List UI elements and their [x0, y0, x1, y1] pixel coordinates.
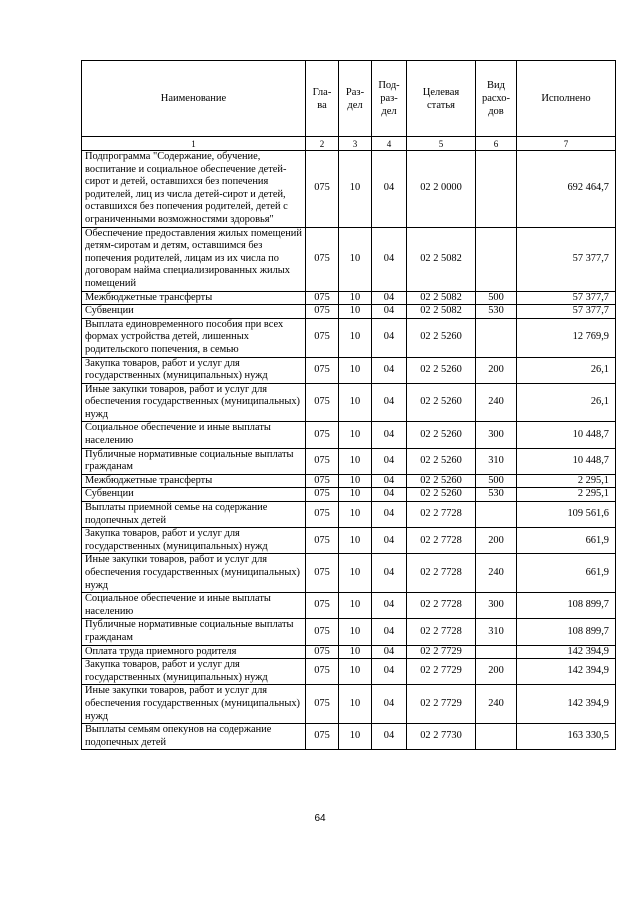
cell-podrazdel: 04 — [372, 502, 407, 528]
cell-target: 02 2 5260 — [407, 448, 476, 474]
cell-name: Иные закупки товаров, работ и услуг для обеспечения государственных (муниципальных) нужд — [82, 383, 306, 422]
cell-name: Иные закупки товаров, работ и услуг для обеспечения государственных (муниципальных) нужд — [82, 685, 306, 724]
cell-vid: 310 — [476, 448, 517, 474]
cell-done: 692 464,7 — [517, 151, 616, 228]
table-row — [82, 619, 616, 645]
cell-glava: 075 — [306, 619, 339, 645]
cell-done: 142 394,9 — [517, 685, 616, 724]
cell-podrazdel: 04 — [372, 593, 407, 619]
cell-razdel: 10 — [339, 488, 372, 502]
cell-target: 02 2 5082 — [407, 227, 476, 291]
table-row — [82, 528, 616, 554]
cell-target: 02 2 5260 — [407, 318, 476, 357]
cell-razdel: 10 — [339, 593, 372, 619]
table-row — [82, 502, 616, 528]
table-body — [82, 151, 616, 750]
cell-name: Социальное обеспечение и иные выплаты населению — [82, 422, 306, 448]
cell-glava: 075 — [306, 488, 339, 502]
cell-glava: 075 — [306, 554, 339, 593]
cell-razdel: 10 — [339, 383, 372, 422]
column-number: 4 — [372, 137, 407, 151]
cell-target: 02 2 7728 — [407, 554, 476, 593]
cell-done: 108 899,7 — [517, 619, 616, 645]
cell-glava: 075 — [306, 151, 339, 228]
cell-podrazdel: 04 — [372, 305, 407, 319]
column-number-row — [82, 137, 616, 151]
cell-target: 02 2 7729 — [407, 645, 476, 659]
cell-podrazdel: 04 — [372, 528, 407, 554]
cell-razdel: 10 — [339, 724, 372, 750]
cell-razdel: 10 — [339, 422, 372, 448]
cell-done: 26,1 — [517, 357, 616, 383]
table-row — [82, 554, 616, 593]
cell-razdel: 10 — [339, 357, 372, 383]
cell-done: 57 377,7 — [517, 305, 616, 319]
header-name — [82, 61, 306, 137]
cell-razdel: 10 — [339, 685, 372, 724]
header-glava — [306, 61, 339, 137]
cell-vid — [476, 227, 517, 291]
cell-razdel: 10 — [339, 645, 372, 659]
cell-razdel: 10 — [339, 291, 372, 305]
cell-razdel: 10 — [339, 554, 372, 593]
cell-name: Выплаты семьям опекунов на содержание подопечных детей — [82, 724, 306, 750]
cell-name: Выплата единовременного пособия при всех формах устройства детей, лишенных родительского попечения, в семью — [82, 318, 306, 357]
cell-done: 26,1 — [517, 383, 616, 422]
cell-name: Публичные нормативные социальные выплаты гражданам — [82, 448, 306, 474]
cell-vid — [476, 645, 517, 659]
column-number: 6 — [476, 137, 517, 151]
table-row — [82, 357, 616, 383]
cell-done: 57 377,7 — [517, 291, 616, 305]
cell-podrazdel: 04 — [372, 291, 407, 305]
cell-vid: 300 — [476, 422, 517, 448]
header-vid — [476, 61, 517, 137]
table-row — [82, 227, 616, 291]
cell-vid — [476, 318, 517, 357]
cell-done: 142 394,9 — [517, 645, 616, 659]
cell-glava: 075 — [306, 593, 339, 619]
cell-vid: 310 — [476, 619, 517, 645]
table-row — [82, 685, 616, 724]
cell-podrazdel: 04 — [372, 357, 407, 383]
table-row — [82, 291, 616, 305]
document-page — [81, 60, 615, 750]
cell-name: Межбюджетные трансферты — [82, 474, 306, 488]
cell-razdel: 10 — [339, 151, 372, 228]
cell-podrazdel: 04 — [372, 659, 407, 685]
cell-glava: 075 — [306, 685, 339, 724]
cell-vid: 200 — [476, 357, 517, 383]
cell-target: 02 2 7730 — [407, 724, 476, 750]
header-target-text: Целевая статья — [422, 86, 460, 111]
cell-name: Публичные нормативные социальные выплаты гражданам — [82, 619, 306, 645]
cell-target: 02 2 5260 — [407, 357, 476, 383]
cell-podrazdel: 04 — [372, 383, 407, 422]
table-row — [82, 474, 616, 488]
header-glava-text: Гла- ва — [312, 86, 332, 111]
cell-name: Субвенции — [82, 488, 306, 502]
cell-done: 2 295,1 — [517, 474, 616, 488]
cell-razdel: 10 — [339, 619, 372, 645]
cell-target: 02 2 5260 — [407, 422, 476, 448]
table-row — [82, 593, 616, 619]
cell-vid: 240 — [476, 383, 517, 422]
cell-name: Иные закупки товаров, работ и услуг для обеспечения государственных (муниципальных) нужд — [82, 554, 306, 593]
header-podrazdel-text: Под- раз- дел — [378, 80, 400, 117]
cell-done: 108 899,7 — [517, 593, 616, 619]
cell-vid: 500 — [476, 291, 517, 305]
cell-razdel: 10 — [339, 528, 372, 554]
table-row — [82, 383, 616, 422]
cell-glava: 075 — [306, 724, 339, 750]
column-number: 5 — [407, 137, 476, 151]
cell-glava: 075 — [306, 305, 339, 319]
cell-target: 02 2 7728 — [407, 593, 476, 619]
header-target — [407, 61, 476, 137]
cell-podrazdel: 04 — [372, 488, 407, 502]
cell-name: Закупка товаров, работ и услуг для государственных (муниципальных) нужд — [82, 528, 306, 554]
table-row — [82, 305, 616, 319]
cell-podrazdel: 04 — [372, 227, 407, 291]
header-done — [517, 61, 616, 137]
cell-podrazdel: 04 — [372, 645, 407, 659]
table-row — [82, 724, 616, 750]
cell-done: 109 561,6 — [517, 502, 616, 528]
cell-vid: 200 — [476, 659, 517, 685]
cell-name: Обеспечение предоставления жилых помещений детям-сиротам и детям, оставшимся без попечения родителей, лицам из их числа по договорам найма специализированных жилых помещений — [82, 227, 306, 291]
cell-name: Субвенции — [82, 305, 306, 319]
table-header — [82, 61, 616, 151]
cell-done: 10 448,7 — [517, 448, 616, 474]
table-row — [82, 318, 616, 357]
cell-razdel: 10 — [339, 474, 372, 488]
cell-vid: 200 — [476, 528, 517, 554]
cell-done: 12 769,9 — [517, 318, 616, 357]
cell-podrazdel: 04 — [372, 151, 407, 228]
cell-glava: 075 — [306, 528, 339, 554]
cell-podrazdel: 04 — [372, 318, 407, 357]
table-row — [82, 151, 616, 228]
cell-glava: 075 — [306, 227, 339, 291]
header-podrazdel — [372, 61, 407, 137]
cell-podrazdel: 04 — [372, 724, 407, 750]
table-row — [82, 422, 616, 448]
cell-target: 02 2 5260 — [407, 383, 476, 422]
cell-podrazdel: 04 — [372, 474, 407, 488]
cell-vid: 300 — [476, 593, 517, 619]
cell-podrazdel: 04 — [372, 554, 407, 593]
cell-glava: 075 — [306, 502, 339, 528]
cell-target: 02 2 5082 — [407, 305, 476, 319]
cell-podrazdel: 04 — [372, 422, 407, 448]
cell-done: 2 295,1 — [517, 488, 616, 502]
cell-done: 57 377,7 — [517, 227, 616, 291]
cell-target: 02 2 7728 — [407, 619, 476, 645]
cell-vid: 530 — [476, 305, 517, 319]
header-name-text: Наименование — [160, 93, 227, 104]
cell-razdel: 10 — [339, 659, 372, 685]
cell-vid: 530 — [476, 488, 517, 502]
cell-name: Социальное обеспечение и иные выплаты населению — [82, 593, 306, 619]
cell-name: Подпрограмма "Содержание, обучение, воспитание и социальное обеспечение детей-сирот и детей, оставшихся без попечения родителей, лиц из числа детей-сирот и детей, оставшихся без попечения родителей, детей с ограниченными возможностями здоровья" — [82, 151, 306, 228]
table-row — [82, 659, 616, 685]
cell-name: Закупка товаров, работ и услуг для государственных (муниципальных) нужд — [82, 659, 306, 685]
header-razdel — [339, 61, 372, 137]
cell-glava: 075 — [306, 318, 339, 357]
cell-done: 142 394,9 — [517, 659, 616, 685]
cell-glava: 075 — [306, 357, 339, 383]
cell-vid: 500 — [476, 474, 517, 488]
cell-done: 163 330,5 — [517, 724, 616, 750]
cell-razdel: 10 — [339, 305, 372, 319]
cell-razdel: 10 — [339, 318, 372, 357]
cell-target: 02 2 5082 — [407, 291, 476, 305]
cell-target: 02 2 7729 — [407, 685, 476, 724]
cell-target: 02 2 5260 — [407, 488, 476, 502]
cell-done: 10 448,7 — [517, 422, 616, 448]
cell-razdel: 10 — [339, 502, 372, 528]
cell-done: 661,9 — [517, 528, 616, 554]
header-vid-text: Вид расхо- дов — [481, 80, 511, 117]
table-row — [82, 645, 616, 659]
cell-glava: 075 — [306, 422, 339, 448]
cell-glava: 075 — [306, 383, 339, 422]
cell-vid — [476, 151, 517, 228]
cell-vid: 240 — [476, 554, 517, 593]
cell-target: 02 2 7728 — [407, 502, 476, 528]
header-done-text: Исполнено — [541, 93, 591, 104]
cell-name: Выплаты приемной семье на содержание подопечных детей — [82, 502, 306, 528]
cell-vid — [476, 502, 517, 528]
table-row — [82, 488, 616, 502]
cell-vid — [476, 724, 517, 750]
header-row — [82, 61, 616, 137]
cell-podrazdel: 04 — [372, 448, 407, 474]
column-number: 1 — [82, 137, 306, 151]
budget-table — [81, 60, 616, 750]
cell-glava: 075 — [306, 291, 339, 305]
cell-glava: 075 — [306, 448, 339, 474]
column-number: 2 — [306, 137, 339, 151]
cell-razdel: 10 — [339, 448, 372, 474]
cell-target: 02 2 7728 — [407, 528, 476, 554]
cell-glava: 075 — [306, 659, 339, 685]
column-number: 7 — [517, 137, 616, 151]
cell-target: 02 2 7729 — [407, 659, 476, 685]
page-number: 64 — [314, 813, 326, 824]
cell-name: Оплата труда приемного родителя — [82, 645, 306, 659]
cell-vid: 240 — [476, 685, 517, 724]
cell-glava: 075 — [306, 474, 339, 488]
column-number: 3 — [339, 137, 372, 151]
cell-razdel: 10 — [339, 227, 372, 291]
cell-target: 02 2 5260 — [407, 474, 476, 488]
cell-glava: 075 — [306, 645, 339, 659]
cell-target: 02 2 0000 — [407, 151, 476, 228]
cell-done: 661,9 — [517, 554, 616, 593]
header-razdel-text: Раз- дел — [345, 86, 365, 111]
cell-podrazdel: 04 — [372, 685, 407, 724]
cell-name: Межбюджетные трансферты — [82, 291, 306, 305]
table-row — [82, 448, 616, 474]
cell-podrazdel: 04 — [372, 619, 407, 645]
cell-name: Закупка товаров, работ и услуг для государственных (муниципальных) нужд — [82, 357, 306, 383]
